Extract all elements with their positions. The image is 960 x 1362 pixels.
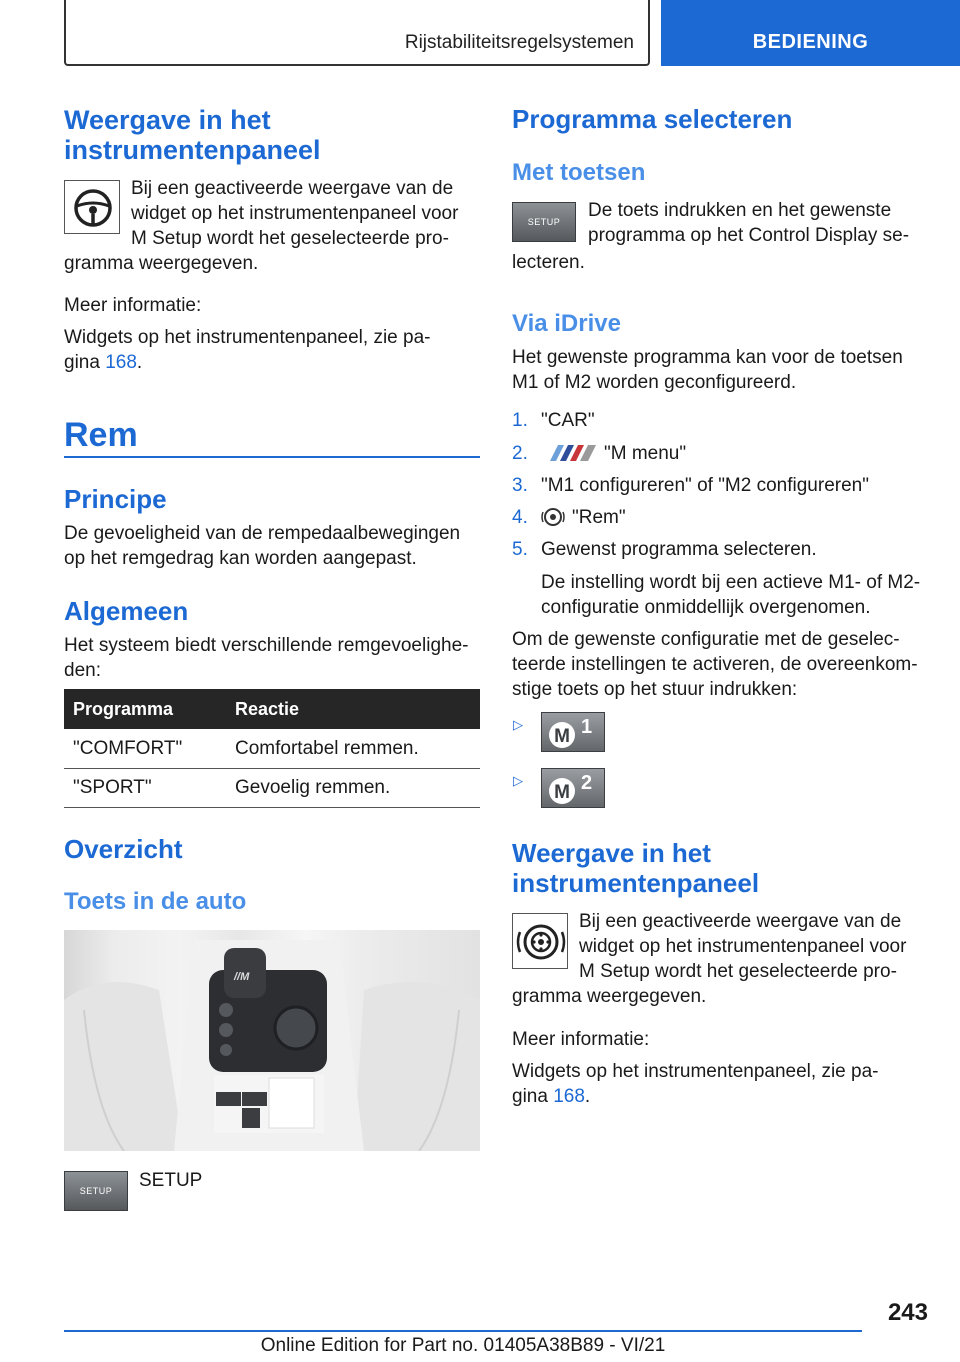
step-note-line: De instelling wordt bij een actieve M1- of M2- — [541, 572, 921, 593]
table-cell: Gevoelig remmen. — [226, 768, 480, 807]
page-link[interactable]: 168 — [553, 1086, 585, 1107]
table-header-programma: Programma — [64, 689, 226, 729]
display-heading-line-1: Weergave in het — [64, 105, 271, 135]
display-heading-line-2: instrumentenpaneel — [512, 868, 760, 898]
m1-button-number: 1 — [581, 716, 593, 738]
algemeen-heading: Algemeen — [64, 596, 189, 626]
m-menu-icon — [542, 444, 597, 462]
display-text-right-block — [579, 909, 906, 984]
section-title: Rijstabiliteitsregelsystemen — [404, 32, 634, 53]
display-text-line: widget op het instrumentenpaneel voor — [131, 203, 459, 224]
widgets-text-prefix: gina — [512, 1086, 554, 1107]
widgets-text-line: Widgets op het instrumentenpaneel, zie pa- — [512, 1061, 879, 1082]
table-cell: "SPORT" — [64, 768, 226, 807]
display-text-left-block — [131, 176, 458, 251]
widgets-reference — [512, 1059, 879, 1109]
met-toetsen-text — [588, 198, 909, 248]
bullet-marker: ▷ — [513, 717, 523, 732]
display-text-line: widget op het instrumentenpaneel voor — [579, 936, 907, 957]
step-number: 3. — [512, 475, 528, 496]
programma-heading: Programma selecteren — [512, 104, 793, 134]
config-text-line: stige toets op het stuur indrukken: — [512, 679, 798, 700]
edition-text: Online Edition for Part no. 01405A38B89 - VI/21 — [260, 1335, 666, 1356]
met-toetsen-text-line: De toets indrukken en het gewenste — [588, 200, 892, 221]
m2-button-letter: M — [554, 782, 570, 803]
display-heading-left — [64, 105, 321, 165]
footer-divider — [64, 1330, 862, 1332]
step-number: 5. — [512, 539, 528, 560]
more-info-label: Meer informatie: — [64, 295, 202, 316]
table-header-row — [64, 689, 480, 729]
table-cell: "COMFORT" — [64, 729, 226, 768]
algemeen-text — [64, 633, 468, 683]
met-toetsen-text-line: programma op het Control Display se- — [588, 225, 910, 246]
page-link[interactable]: 168 — [105, 352, 137, 373]
m1-button[interactable] — [541, 712, 605, 752]
programma-table — [64, 689, 480, 808]
display-text-line: gramma weergegeven. — [512, 986, 707, 1007]
overzicht-heading: Overzicht — [64, 834, 183, 864]
widgets-text-suffix: . — [584, 1086, 591, 1107]
bullet-marker: ▷ — [513, 773, 523, 788]
display-text-line: Bij een geactiveerde weergave van de — [579, 911, 902, 932]
principe-text-line: op het remgedrag kan worden aangepast. — [64, 548, 417, 569]
algemeen-text-line: den: — [64, 660, 101, 681]
idrive-text — [512, 345, 903, 395]
widgets-reference — [64, 325, 431, 375]
met-toetsen-text-line: lecteren. — [512, 252, 585, 273]
step-text: Gewenst programma selecteren. — [541, 539, 817, 560]
widgets-text-line — [512, 1084, 879, 1109]
m2-button[interactable] — [541, 768, 605, 808]
config-text-line: teerde instellingen te activeren, de overeenkom- — [512, 654, 918, 675]
display-text-line: gramma weergegeven. — [64, 253, 259, 274]
m2-button-number: 2 — [581, 772, 593, 794]
step-text: "M menu" — [604, 443, 687, 464]
more-info-label: Meer informatie: — [512, 1029, 650, 1050]
widgets-text-line: Widgets op het instrumentenpaneel, zie pa- — [64, 327, 431, 348]
step-text: "M1 configureren" of "M2 configureren" — [541, 475, 869, 496]
setup-button[interactable] — [512, 202, 576, 242]
brake-display-icon — [512, 913, 568, 969]
table-row — [64, 768, 480, 807]
display-text-line: M Setup wordt het geselecteerde pro- — [579, 961, 897, 982]
header-frame — [64, 0, 650, 66]
display-heading-line-2: instrumentenpaneel — [64, 135, 321, 165]
step-number: 1. — [512, 410, 528, 431]
table-row — [64, 729, 480, 768]
setup-label: SETUP — [139, 1170, 203, 1191]
idrive-heading: Via iDrive — [512, 310, 621, 337]
principe-heading: Principe — [64, 484, 167, 514]
config-text-line: Om de gewenste configuratie met de geselec- — [512, 629, 900, 650]
brake-icon — [541, 505, 565, 529]
setup-button-text: SETUP — [527, 217, 561, 227]
step-text: "Rem" — [572, 507, 626, 528]
step-number: 4. — [512, 507, 528, 528]
table-header-reactie: Reactie — [226, 689, 480, 729]
setup-button-text: SETUP — [79, 1186, 113, 1196]
setup-button[interactable] — [64, 1171, 128, 1211]
m1-button-letter: M — [554, 726, 570, 747]
display-text-line: Bij een geactiveerde weergave van de — [131, 178, 454, 199]
config-text — [512, 627, 918, 702]
car-console-photo — [64, 930, 480, 1151]
principe-text-line: De gevoeligheid van de rempedaalbewegingen — [64, 523, 461, 544]
met-toetsen-heading: Met toetsen — [512, 159, 646, 186]
display-text-line: M Setup wordt het geselecteerde pro- — [131, 228, 449, 249]
page-number: 243 — [887, 1299, 928, 1326]
step-number: 2. — [512, 443, 528, 464]
rem-heading: Rem — [64, 416, 138, 454]
idrive-text-line: Het gewenste programma kan voor de toetsen — [512, 347, 903, 368]
idrive-text-line: M1 of M2 worden geconfigureerd. — [512, 372, 797, 393]
rem-divider — [64, 456, 480, 458]
principe-text — [64, 521, 460, 571]
display-heading-right — [512, 838, 759, 898]
chapter-tab-label: BEDIENING — [752, 31, 869, 53]
chapter-tab[interactable] — [661, 0, 960, 66]
steering-wheel-icon — [64, 180, 120, 234]
step-note-line: configuratie onmiddellijk overgenomen. — [541, 597, 871, 618]
svg-text://M: //M — [234, 971, 250, 983]
widgets-text-line — [64, 350, 431, 375]
algemeen-text-line: Het systeem biedt verschillende remgevoelighe- — [64, 635, 469, 656]
table-cell: Comfortabel remmen. — [226, 729, 480, 768]
display-heading-line-1: Weergave in het — [512, 838, 711, 868]
toets-heading: Toets in de auto — [64, 888, 247, 915]
widgets-text-prefix: gina — [64, 352, 106, 373]
widgets-text-suffix: . — [136, 352, 143, 373]
step-note — [541, 570, 920, 620]
step-text: "CAR" — [541, 410, 595, 431]
